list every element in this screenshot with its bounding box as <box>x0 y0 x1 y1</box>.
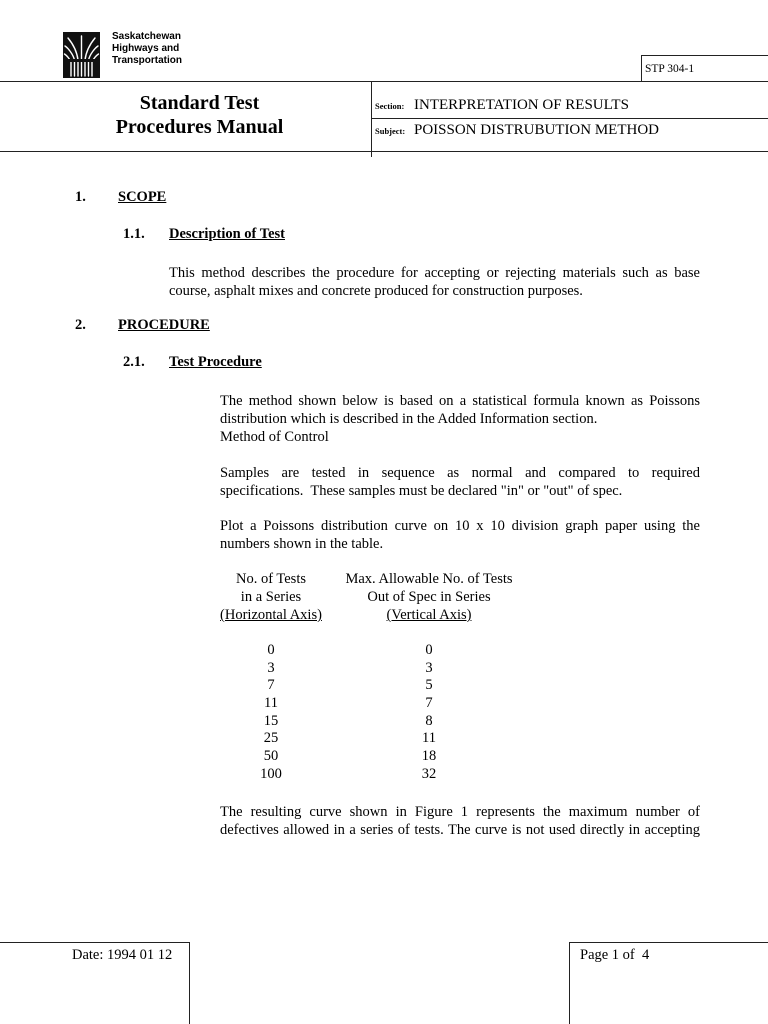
spec-table <box>0 642 768 784</box>
manual-title-line: Procedures Manual <box>115 116 284 138</box>
paragraph-line: distribution which is described in the Added Information section. <box>220 411 598 427</box>
paragraph-line: This method describes the procedure for accepting or rejecting materials such as base <box>169 265 700 281</box>
section-number: 1. <box>75 189 86 205</box>
cell-max-out-of-spec: 7 <box>425 695 433 712</box>
code-box-top-rule <box>641 55 768 56</box>
table-header-axis <box>200 606 342 624</box>
agency-name <box>112 31 182 67</box>
header-divider-rule <box>371 81 372 157</box>
paragraph-line: Method of Control <box>220 429 329 445</box>
paragraph <box>220 464 700 500</box>
cell-max-out-of-spec: 3 <box>425 659 433 676</box>
section-number: 2. <box>75 317 86 333</box>
agency-name-line: Transportation <box>112 55 183 66</box>
paragraph-line: course, asphalt mixes and concrete produced for construction purposes. <box>169 283 583 299</box>
cell-max-out-of-spec: 11 <box>422 730 436 747</box>
wheat-sheaf-logo <box>63 32 100 78</box>
section-value: INTERPRETATION OF RESULTS <box>414 97 629 113</box>
table-header-tests: in a Series <box>240 589 302 605</box>
table-row <box>0 642 768 660</box>
vertical-axis-label: (Vertical Axis) <box>386 607 472 623</box>
footer-left-side-rule <box>189 942 190 1024</box>
paragraph-line: specifications. These samples must be declared "in" or "out" of spec. <box>220 483 623 499</box>
agency-name-line: Saskatchewan <box>112 31 181 42</box>
table-row <box>0 730 768 748</box>
cell-tests-in-series: 100 <box>260 765 282 782</box>
cell-tests-in-series: 15 <box>263 712 279 729</box>
cell-tests-in-series: 50 <box>263 748 279 765</box>
cell-max-out-of-spec: 0 <box>425 642 433 658</box>
section-heading: SCOPE <box>118 189 167 205</box>
table-row <box>0 677 768 695</box>
table-header-row <box>0 606 768 624</box>
paragraph-line: The method shown below is based on a statistical formula known as Poissons <box>220 393 700 409</box>
table-header-row <box>0 570 768 588</box>
table-header-tests: No. of Tests <box>235 571 306 587</box>
cell-max-out-of-spec: 32 <box>421 765 437 782</box>
table-header-axis <box>340 606 518 624</box>
subject-label: Subject: <box>375 126 406 136</box>
subsection-number: 1.1. <box>123 226 145 242</box>
table-row <box>0 766 768 784</box>
section-label: Section: <box>375 101 405 111</box>
footer-left-top-rule <box>0 942 190 943</box>
cell-tests-in-series: 3 <box>267 659 275 676</box>
table-header <box>0 570 768 624</box>
paragraph-line: Samples are tested in sequence as normal and compared to required <box>220 465 700 481</box>
header-top-rule <box>0 81 768 82</box>
cell-max-out-of-spec: 5 <box>425 677 433 694</box>
footer-right-side-rule <box>569 942 570 1024</box>
subsection-heading: Description of Test <box>169 226 285 242</box>
code-box-left-rule <box>641 55 642 81</box>
table-row <box>0 695 768 713</box>
document-code: STP 304-1 <box>645 63 695 75</box>
manual-title <box>30 91 369 139</box>
document-date: Date: 1994 01 12 <box>72 947 173 963</box>
table-row <box>0 713 768 731</box>
section-heading: PROCEDURE <box>118 317 210 333</box>
subsection-number: 2.1. <box>123 354 145 370</box>
horizontal-axis-label: (Horizontal Axis) <box>220 607 322 623</box>
paragraph-line: Plot a Poissons distribution curve on 10 x 10 division graph paper using the <box>220 518 700 534</box>
cell-tests-in-series: 7 <box>267 677 275 694</box>
table-row <box>0 660 768 678</box>
paragraph-line: The resulting curve shown in Figure 1 represents the maximum number of <box>220 804 700 820</box>
footer-right-top-rule <box>569 942 768 943</box>
table-header-row <box>0 588 768 606</box>
cell-max-out-of-spec: 8 <box>425 712 433 729</box>
paragraph <box>169 264 700 300</box>
header-bottom-rule <box>0 151 768 152</box>
page-number: Page 1 of 4 <box>580 947 650 963</box>
table-row <box>0 748 768 766</box>
paragraph <box>220 392 700 446</box>
cell-tests-in-series: 0 <box>267 642 275 658</box>
cell-max-out-of-spec: 18 <box>421 748 437 765</box>
cell-tests-in-series: 25 <box>263 730 279 747</box>
section-subject-rule <box>371 118 768 119</box>
subject-value: POISSON DISTRUBUTION METHOD <box>414 122 660 138</box>
table-header-max: Max. Allowable No. of Tests <box>345 571 513 587</box>
subject-row <box>375 121 659 140</box>
table-header-max: Out of Spec in Series <box>367 589 491 605</box>
agency-name-line: Highways and <box>112 43 180 54</box>
cell-tests-in-series: 11 <box>264 695 278 712</box>
paragraph <box>220 803 700 839</box>
paragraph-line: numbers shown in the table. <box>220 536 384 552</box>
subsection-heading: Test Procedure <box>169 354 262 370</box>
paragraph-line: defectives allowed in a series of tests. The curve is not used directly in accepting <box>220 822 700 838</box>
section-row <box>375 96 629 115</box>
manual-title-line: Standard Test <box>139 92 260 114</box>
paragraph <box>220 517 700 553</box>
